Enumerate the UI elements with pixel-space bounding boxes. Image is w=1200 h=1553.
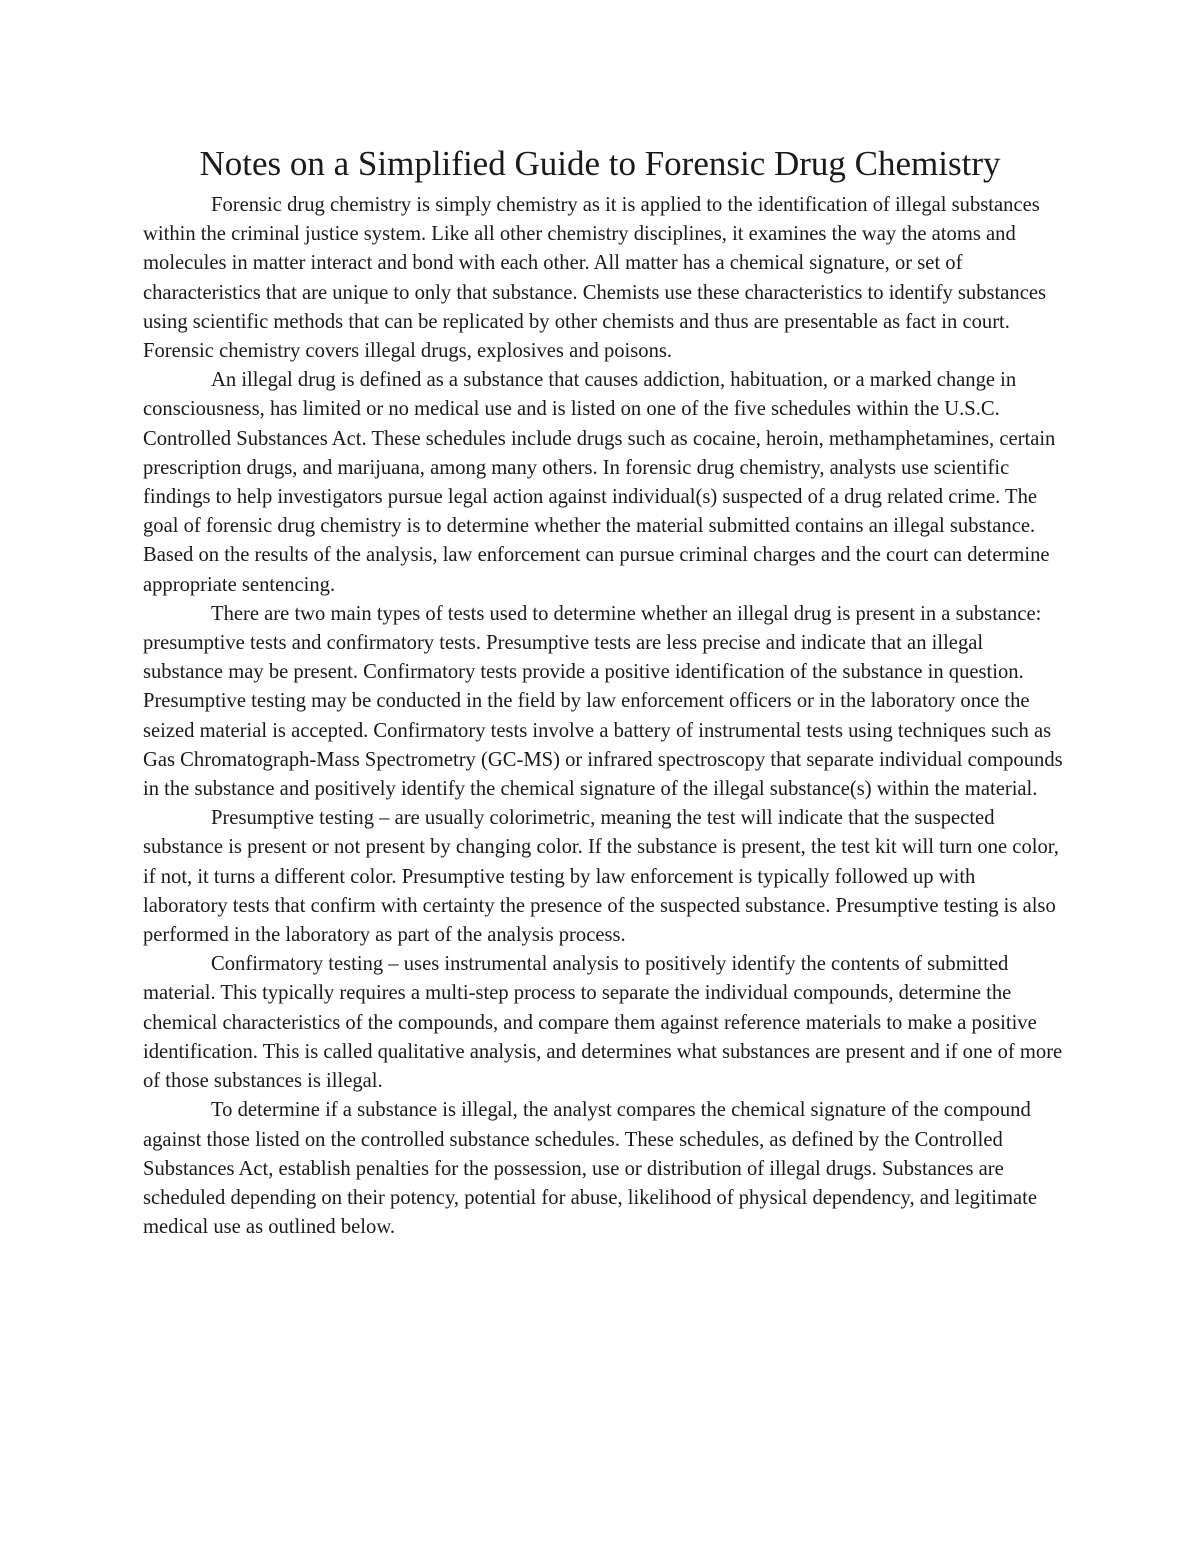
- paragraph-controlled-substance-schedules: To determine if a substance is illegal, the analyst compares the chemical signature of the compound against those listed on the controlled substance schedules. These schedules, as defined by the Controlled Substances Act, establish penalties for the possession, use or distribution of illegal drugs. Substances are scheduled depending on their potency, potential for abuse, likelihood of physical dependency, and legitimate medical use as outlined below.: [143, 1099, 1038, 1239]
- paragraph-illegal-drug-definition: An illegal drug is defined as a substance that causes addiction, habituation, or a marked change in consciousness, has limited or no medical use and is listed on one of the five schedules within the U.S.C. Controlled Substances Act. These schedules include drugs such as cocaine, heroin, methamphetamines, certain prescription drugs, and marijuana, among many others. In forensic drug chemistry, analysts use scientific findings to help investigators pursue legal action against individual(s) suspected of a drug related crime. The goal of forensic drug chemistry is to determine whether the material submitted contains an illegal substance. Based on the results of the analysis, law enforcement can pursue criminal charges and the court can determine appropriate sentencing.: [143, 369, 1056, 596]
- document-title: Notes on a Simplified Guide to Forensic Drug Chemistry: [199, 144, 1001, 183]
- document-body: [143, 191, 1063, 1242]
- paragraph-presumptive-testing: Presumptive testing – are usually colorimetric, meaning the test will indicate that the suspected substance is present or not present by changing color. If the substance is present, the test kit will turn one color, if not, it turns a different color. Presumptive testing by law enforcement is typically followed up with laboratory tests that confirm with certainty the presence of the suspected substance. Presumptive testing is also performed in the laboratory as part of the analysis process.: [143, 807, 1059, 947]
- paragraph-confirmatory-testing: Confirmatory testing – uses instrumental analysis to positively identify the contents of submitted material. This typically requires a multi-step process to separate the individual compounds, determine the chemical characteristics of the compounds, and compare them against reference materials to make a positive identification. This is called qualitative analysis, and determines what substances are present and if one of more of those substances is illegal.: [143, 953, 1063, 1093]
- paragraph-intro: Forensic drug chemistry is simply chemistry as it is applied to the identification of illegal substances within the criminal justice system. Like all other chemistry disciplines, it examines the way the atoms and molecules in matter interact and bond with each other. All matter has a chemical signature, or set of characteristics that are unique to only that substance. Chemists use these characteristics to identify substances using scientific methods that can be replicated by other chemists and thus are presentable as fact in court. Forensic chemistry covers illegal drugs, explosives and poisons.: [143, 194, 1046, 363]
- paragraph-test-types: There are two main types of tests used to determine whether an illegal drug is present in a substance: presumptive tests and confirmatory tests. Presumptive tests are less precise and indicate that an illegal substance may be present. Confirmatory tests provide a positive identification of the substance in question. Presumptive testing may be conducted in the field by law enforcement officers or in the laboratory once the seized material is accepted. Confirmatory tests involve a battery of instrumental tests using techniques such as Gas Chromatograph-Mass Spectrometry (GC-MS) or infrared spectroscopy that separate individual compounds in the substance and positively identify the chemical signature of the illegal substance(s) within the material.: [143, 602, 1063, 801]
